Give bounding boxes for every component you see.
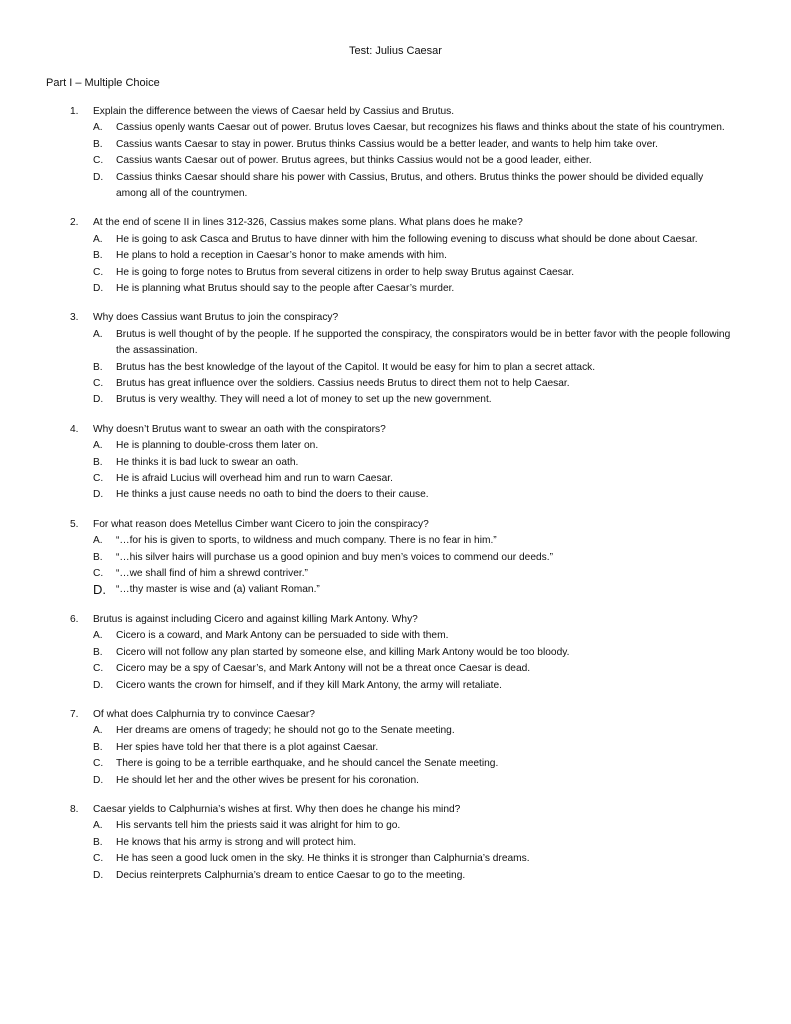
question-number: 2. xyxy=(70,217,79,229)
question-2 xyxy=(0,215,791,297)
question-prompt xyxy=(0,310,791,326)
option-letter: A. xyxy=(93,440,103,452)
option-text: He thinks it is bad luck to swear an oath. xyxy=(116,456,299,468)
option-text: There is going to be a terrible earthquake, and he should cancel the Senate meeting. xyxy=(116,758,499,770)
question-8 xyxy=(0,802,791,884)
option-letter: D. xyxy=(93,582,106,598)
option-text: He is going to ask Casca and Brutus to have dinner with him the following evening to discuss what should be done about Caesar. xyxy=(116,233,698,245)
option-letter: A. xyxy=(93,725,103,737)
option-text: Cicero will not follow any plan started by someone else, and killing Mark Antony would be too bloody. xyxy=(116,646,570,658)
answer-option xyxy=(0,678,791,694)
option-letter: A. xyxy=(93,820,103,832)
option-letter: C. xyxy=(93,473,104,485)
answer-option xyxy=(0,628,791,644)
option-letter: A. xyxy=(93,233,103,245)
option-text: He should let her and the other wives be present for his coronation. xyxy=(116,774,419,786)
option-text: Brutus has the best knowledge of the layout of the Capitol. It would be easy for him to plan a secret attack. xyxy=(116,361,596,373)
option-letter: C. xyxy=(93,155,104,167)
option-text: He is planning what Brutus should say to the people after Caesar’s murder. xyxy=(116,283,455,295)
option-letter: B. xyxy=(93,138,103,150)
option-letter: A. xyxy=(93,328,103,340)
option-text: “…his silver hairs will purchase us a good opinion and buy men’s voices to commend our deeds.” xyxy=(116,551,553,563)
option-text: He thinks a just cause needs no oath to bind the doers to their cause. xyxy=(116,489,429,501)
option-text: He is planning to double-cross them later on. xyxy=(116,440,319,452)
option-text: Brutus has great influence over the soldiers. Cassius needs Brutus to direct them not to help Caesar. xyxy=(116,378,570,390)
answer-option xyxy=(0,248,791,264)
answer-option xyxy=(0,438,791,454)
question-text: Why does Cassius want Brutus to join the conspiracy? xyxy=(93,312,339,324)
option-letter: B. xyxy=(93,646,103,658)
option-text: Cassius wants Caesar to stay in power. Brutus thinks Cassius would be a better leader, and wants to help him take over. xyxy=(116,138,658,150)
option-text: Brutus is well thought of by the people. If he supported the conspiracy, the conspirators would be in better favor with the people following the assassination. xyxy=(116,328,731,357)
option-text: Cicero is a coward, and Mark Antony can be persuaded to side with them. xyxy=(116,630,449,642)
answer-option xyxy=(0,120,791,136)
option-letter: C. xyxy=(93,758,104,770)
answer-option xyxy=(0,550,791,566)
answer-option xyxy=(0,645,791,661)
answer-option xyxy=(0,818,791,834)
question-3 xyxy=(0,310,791,408)
question-number: 3. xyxy=(70,312,79,324)
answer-option xyxy=(0,582,791,598)
question-prompt xyxy=(0,612,791,628)
answer-option xyxy=(0,740,791,756)
answer-option xyxy=(0,533,791,549)
answer-option xyxy=(0,392,791,408)
question-text: Why doesn’t Brutus want to swear an oath with the conspirators? xyxy=(93,423,386,435)
option-text: Cassius thinks Caesar should share his power with Cassius, Brutus, and others. Brutus thinks the power should be divided equally among all of the countrymen. xyxy=(116,171,704,200)
answer-option xyxy=(0,137,791,153)
option-text: He has seen a good luck omen in the sky. He thinks it is stronger than Calphurnia’s dreams. xyxy=(116,853,530,865)
option-letter: C. xyxy=(93,266,104,278)
option-letter: A. xyxy=(93,535,103,547)
option-text: Cassius openly wants Caesar out of power. Brutus loves Caesar, but recognizes his flaws and thinks about the state of his countrymen. xyxy=(116,122,725,134)
question-prompt xyxy=(0,802,791,818)
answer-option xyxy=(0,661,791,677)
option-text: Her dreams are omens of tragedy; he should not go to the Senate meeting. xyxy=(116,725,455,737)
question-text: Caesar yields to Calphurnia’s wishes at first. Why then does he change his mind? xyxy=(93,803,461,815)
question-text: Brutus is against including Cicero and against killing Mark Antony. Why? xyxy=(93,613,418,625)
question-text: Explain the difference between the views of Caesar held by Cassius and Brutus. xyxy=(93,106,455,117)
option-text: Brutus is very wealthy. They will need a lot of money to set up the new government. xyxy=(116,394,492,406)
question-text: Of what does Calphurnia try to convince Caesar? xyxy=(93,708,315,720)
answer-option xyxy=(0,723,791,739)
question-number: 5. xyxy=(70,518,79,530)
answer-option xyxy=(0,566,791,582)
option-letter: B. xyxy=(93,456,103,468)
option-text: Decius reinterprets Calphurnia’s dream to entice Caesar to go to the meeting. xyxy=(116,869,466,881)
option-text: Cassius wants Caesar out of power. Brutus agrees, but thinks Cassius would not be a good leader, either. xyxy=(116,155,592,167)
question-number: 8. xyxy=(70,803,79,815)
option-text: Her spies have told her that there is a plot against Caesar. xyxy=(116,741,379,753)
option-letter: C. xyxy=(93,568,104,580)
option-text: He knows that his army is strong and will protect him. xyxy=(116,836,357,848)
question-text: For what reason does Metellus Cimber want Cicero to join the conspiracy? xyxy=(93,518,429,530)
answer-option xyxy=(0,835,791,851)
option-letter: B. xyxy=(93,551,103,563)
question-number: 7. xyxy=(70,708,79,720)
question-4 xyxy=(0,422,791,504)
answer-option xyxy=(0,455,791,471)
question-number: 1. xyxy=(70,106,79,117)
option-text: He is afraid Lucius will overhead him and run to warn Caesar. xyxy=(116,473,393,485)
option-letter: C. xyxy=(93,853,104,865)
option-letter: B. xyxy=(93,361,103,373)
question-list xyxy=(0,104,791,897)
question-number: 6. xyxy=(70,613,79,625)
option-letter: D. xyxy=(93,774,104,786)
option-text: Cicero wants the crown for himself, and if they kill Mark Antony, the army will retaliate. xyxy=(116,679,502,691)
question-prompt xyxy=(0,517,791,533)
option-letter: D. xyxy=(93,283,104,295)
option-letter: C. xyxy=(93,378,104,390)
answer-option xyxy=(0,281,791,297)
answer-option xyxy=(0,265,791,281)
option-text: His servants tell him the priests said it was alright for him to go. xyxy=(116,820,401,832)
option-text: Cicero may be a spy of Caesar’s, and Mark Antony will not be a threat once Caesar is dead. xyxy=(116,663,531,675)
option-letter: D. xyxy=(93,869,104,881)
option-letter: B. xyxy=(93,836,103,848)
answer-option xyxy=(0,868,791,884)
option-letter: D. xyxy=(93,394,104,406)
option-letter: B. xyxy=(93,741,103,753)
answer-option xyxy=(0,851,791,867)
answer-option xyxy=(0,471,791,487)
option-text: He is going to forge notes to Brutus from several citizens in order to help sway Brutus against Caesar. xyxy=(116,266,575,278)
answer-option xyxy=(0,232,791,248)
option-text: He plans to hold a reception in Caesar’s honor to make amends with him. xyxy=(116,250,447,262)
question-5 xyxy=(0,517,791,599)
answer-option xyxy=(0,327,791,360)
question-text: At the end of scene II in lines 312-326, Cassius makes some plans. What plans does he make? xyxy=(93,217,523,229)
question-1 xyxy=(0,104,791,202)
answer-option xyxy=(0,153,791,169)
option-text: “…thy master is wise and (a) valiant Roman.” xyxy=(116,584,320,596)
question-number: 4. xyxy=(70,423,79,435)
option-letter: B. xyxy=(93,250,103,262)
option-letter: D. xyxy=(93,171,104,183)
answer-option xyxy=(0,170,791,203)
page-title: Test: Julius Caesar xyxy=(349,45,442,57)
option-letter: A. xyxy=(93,122,103,134)
option-letter: D. xyxy=(93,489,104,501)
question-6 xyxy=(0,612,791,694)
section-heading: Part I – Multiple Choice xyxy=(46,77,160,89)
option-letter: C. xyxy=(93,663,104,675)
option-text: “…for his is given to sports, to wildness and much company. There is no fear in him.” xyxy=(116,535,497,547)
question-prompt xyxy=(0,422,791,438)
option-text: “…we shall find of him a shrewd contriver.” xyxy=(116,568,308,580)
question-prompt xyxy=(0,707,791,723)
answer-option xyxy=(0,487,791,503)
answer-option xyxy=(0,360,791,376)
option-letter: D. xyxy=(93,679,104,691)
answer-option xyxy=(0,376,791,392)
question-prompt xyxy=(0,215,791,231)
answer-option xyxy=(0,773,791,789)
question-prompt xyxy=(0,104,791,120)
answer-option xyxy=(0,756,791,772)
option-letter: A. xyxy=(93,630,103,642)
question-7 xyxy=(0,707,791,789)
